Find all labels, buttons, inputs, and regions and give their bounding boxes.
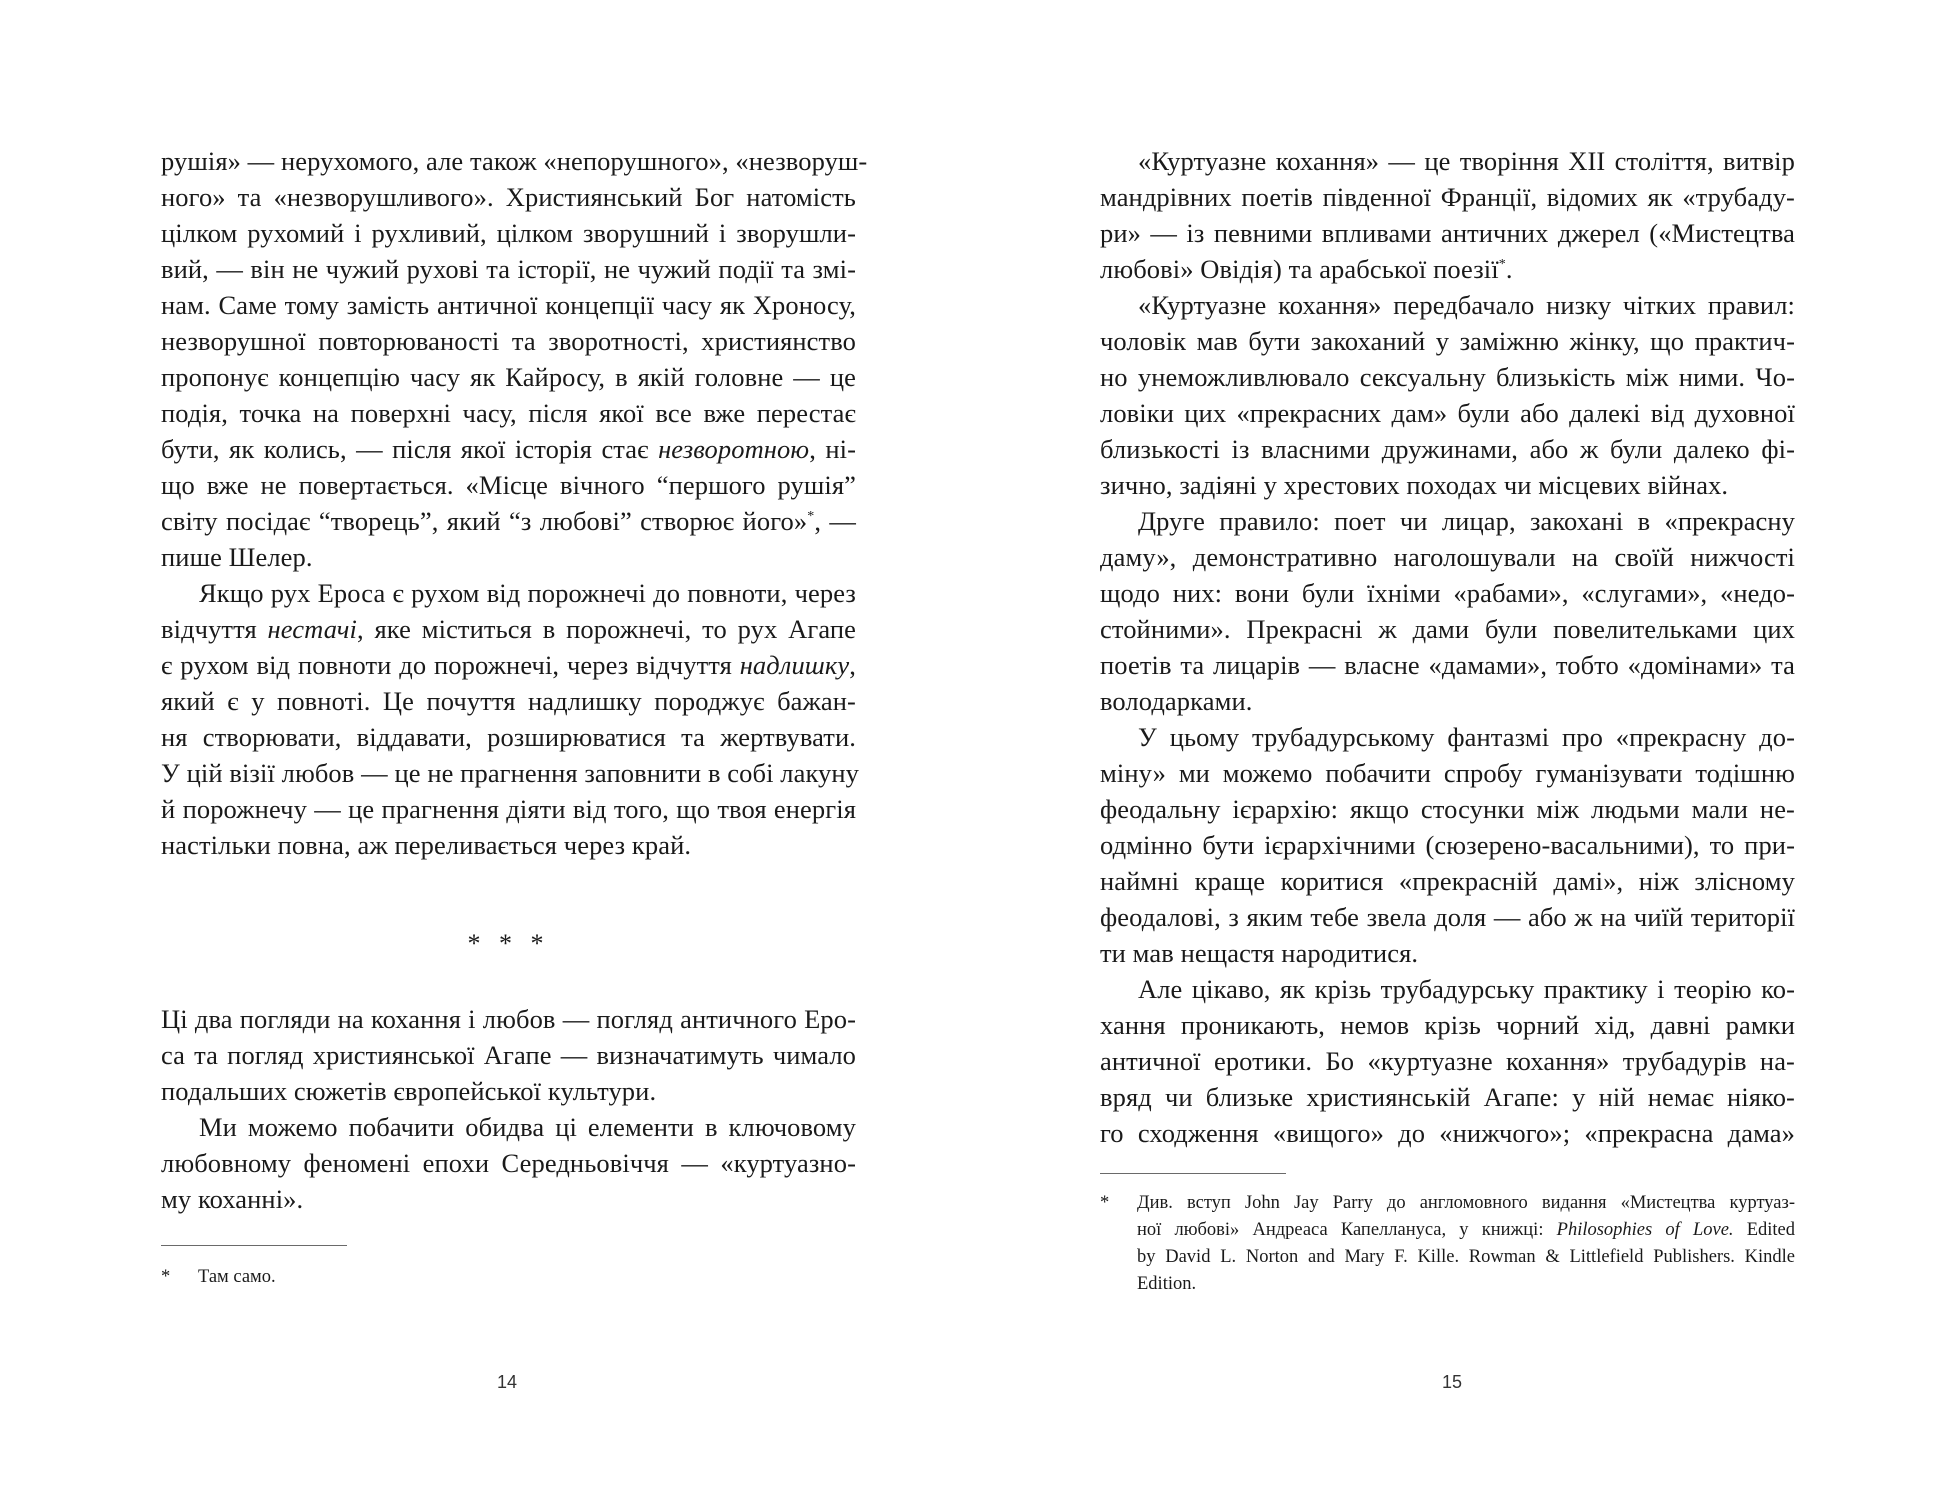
text-line: са та погляд християнської Агапе — визначатимуть чимало xyxy=(161,1040,856,1070)
text-line: ня створювати, віддавати, розширюватися та жертвувати. xyxy=(161,722,856,752)
text-line: щодо них: вони були їхніми «рабами», «слугами», «недо- xyxy=(1100,578,1795,608)
text-line: ти мав нещастя народитися. xyxy=(1100,938,1419,968)
text-line: й порожнечу — це прагнення діяти від того, що твоя енергія xyxy=(161,794,856,824)
italic-title: Philosophies of Love. xyxy=(1556,1220,1734,1240)
footnote-divider xyxy=(1100,1173,1286,1174)
italic-word: нестачі xyxy=(267,614,357,644)
text-line: ного» та «незворушливого». Християнський Бог натомість xyxy=(161,182,856,212)
text-line: У цьому трубадурському фантазмі про «прекрасну до- xyxy=(1138,722,1795,752)
footnote-line: ної любові» Андреаса Капеллануса, у книжці: Philosophies of Love. Edited xyxy=(1137,1220,1796,1240)
italic-word: надлишку xyxy=(739,650,850,680)
text-line: мандрівних поетів південної Франції, відомих як «трубаду- xyxy=(1100,182,1795,212)
main-text-left xyxy=(161,143,868,863)
text-line: но унеможливлювало сексуальну близькість між ними. Чо- xyxy=(1100,362,1795,392)
footnote-line: Див. вступ John Jay Parry до англомовного видання «Мистецтва куртуаз- xyxy=(1137,1193,1795,1213)
text-line: ловіки цих «прекрасних дам» були або далекі від духовної xyxy=(1100,398,1795,428)
text-line: Ми можемо побачити обидва ці елементи в ключовому xyxy=(199,1112,856,1142)
text-line: хання проникають, немов крізь чорний хід, давні рамки xyxy=(1100,1010,1795,1040)
text-line: незворушної повторюваності та зворотності, християнство xyxy=(161,326,856,356)
text-line: поетів та лицарів — власне «дамами», тобто «домінами» та xyxy=(1100,650,1795,680)
text-line: подальших сюжетів європейської культури. xyxy=(161,1076,657,1106)
text-line: пише Шелер. xyxy=(161,542,313,572)
text-line: пропонує концепцію часу як Кайросу, в якій головне — це xyxy=(161,362,856,392)
text-line: цілком рухомий і рухливий, цілком зворушний і зворушли- xyxy=(161,218,856,248)
footnote-divider xyxy=(161,1245,347,1246)
text-line: Друге правило: поет чи лицар, закохані в «прекрасну xyxy=(1138,506,1795,536)
text-line: «Куртуазне кохання» — це творіння XII століття, витвір xyxy=(1138,146,1795,176)
page-number: 15 xyxy=(1442,1372,1463,1392)
text-line: чоловік мав бути закоханий у заміжню жінку, що практич- xyxy=(1100,326,1795,356)
text-line: Якщо рух Ероса є рухом від порожнечі до повноти, через xyxy=(199,578,856,608)
footnote-text: Там само. xyxy=(198,1267,276,1287)
text-line: нам. Саме тому замість античної концепції часу як Хроносу, xyxy=(161,290,856,320)
text-line: любовному феномені епохи Середньовіччя — «куртуазно- xyxy=(161,1148,856,1178)
footnote-text xyxy=(1137,1190,1795,1298)
italic-word: незворотною xyxy=(658,434,810,464)
right-page xyxy=(973,0,1946,1503)
section-separator: * * * xyxy=(467,929,550,958)
text-line: даму», демонстративно наголошували на своїй нижчості xyxy=(1100,542,1795,572)
text-line: Але цікаво, як крізь трубадурську практику і теорію ко- xyxy=(1138,974,1795,1004)
text-line: рушія» — нерухомого, але також «непорушного», «незворуш- xyxy=(161,146,868,176)
text-line: світу посідає “творець”, який “з любові” створює його»*, — xyxy=(161,506,856,536)
text-line: «Куртуазне кохання» передбачало низку чітких правил: xyxy=(1138,290,1795,320)
text-line: настільки повна, аж переливається через край. xyxy=(161,830,692,860)
text-line: відчуття нестачі, яке міститься в порожнечі, то рух Агапе xyxy=(161,614,856,644)
footnote-left xyxy=(161,1264,856,1291)
text-line: ри» — із певними впливами античних джерел («Мистецтва xyxy=(1100,218,1795,248)
footnote-marker: * xyxy=(1100,1193,1110,1213)
text-line: У цій візії любов — це не прагнення заповнити в собі лакуну xyxy=(161,758,860,788)
text-line: Ці два погляди на кохання і любов — погляд античного Еро- xyxy=(161,1004,856,1034)
text-line: який є у повноті. Це почуття надлишку породжує бажан- xyxy=(161,686,856,716)
text-line: зично, задіяні у хрестових походах чи місцевих війнах. xyxy=(1100,470,1729,500)
text-line: бути, як колись, — після якої історія стає незворотною, ні- xyxy=(161,434,856,464)
text-line: го сходження «вищого» до «нижчого»; «прекрасна дама» xyxy=(1100,1118,1795,1148)
main-text-left-lower xyxy=(161,1001,856,1217)
text-line: феодалові, з яким тебе звела доля — або ж на чиїй території xyxy=(1100,902,1795,932)
text-line: подія, точка на поверхні часу, після якої все вже перестає xyxy=(161,398,856,428)
text-line: є рухом від повноти до порожнечі, через відчуття надлишку, xyxy=(161,650,856,680)
footnote-right xyxy=(1100,1190,1795,1298)
text-line: близькості із власними дружинами, або ж були далеко фі- xyxy=(1100,434,1795,464)
footnote-line: Edition. xyxy=(1137,1274,1197,1294)
text-line: му коханні». xyxy=(161,1184,304,1214)
text-line: античної еротики. Бо «куртуазне кохання» трубадурів на- xyxy=(1100,1046,1795,1076)
text-line: вий, — він не чужий рухові та історії, не чужий події та змі- xyxy=(161,254,856,284)
footnote-reference: * xyxy=(807,509,815,525)
text-line: що вже не повертається. «Місце вічного “першого рушія” xyxy=(161,470,856,500)
text-line: міну» ми можемо побачити спробу гуманізувати тодішню xyxy=(1100,758,1795,788)
text-line: володарками. xyxy=(1100,686,1253,716)
footnote-line: by David L. Norton and Mary F. Kille. Rowman & Littlefield Publishers. Kindle xyxy=(1137,1247,1795,1267)
text-line: феодальну ієрархію: якщо стосунки між людьми мали не- xyxy=(1100,794,1795,824)
footnote-marker: * xyxy=(161,1267,171,1287)
footnote-reference: * xyxy=(1498,257,1506,273)
main-text-right xyxy=(1100,143,1795,1151)
text-line: наймні краще коритися «прекрасній дамі», ніж злісному xyxy=(1100,866,1795,896)
text-line: одмінно бути ієрархічними (сюзерено-васальними), то при- xyxy=(1100,830,1795,860)
page-number: 14 xyxy=(497,1372,518,1392)
text-line: стойними». Прекрасні ж дами були повелительками цих xyxy=(1100,614,1795,644)
text-line: любові» Овідія) та арабської поезії*. xyxy=(1100,254,1513,284)
text-line: вряд чи близьке християнській Агапе: у ній немає ніяко- xyxy=(1100,1082,1795,1112)
